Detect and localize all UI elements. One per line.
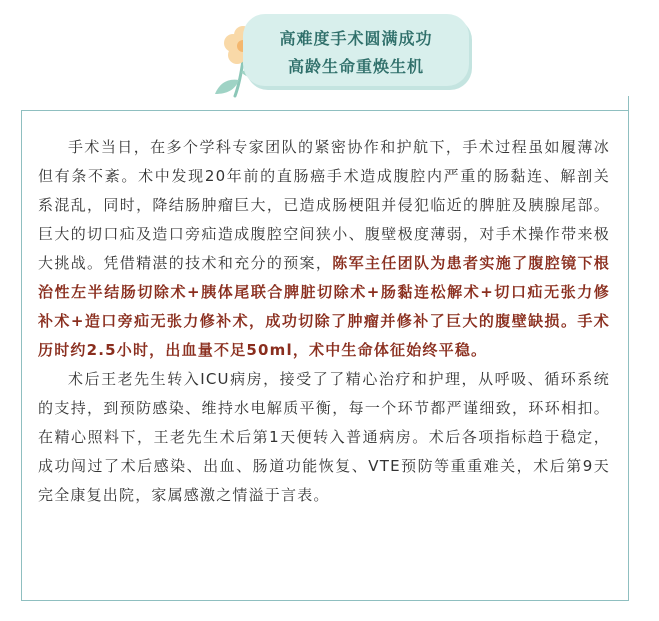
frame-right-line [628, 96, 629, 601]
title-line-2: 高龄生命重焕生机 [287, 57, 424, 76]
frame-bottom-line [21, 600, 629, 601]
paragraph-1-text: 手术当日，在多个学科专家团队的紧密协作和护航下，手术过程虽如履薄冰但有条不紊。术中发现20年前的直肠癌手术造成腹腔内严重的肠黏连、解剖关系混乱，同时，降结肠肿瘤巨大，已造成肠梗阻并侵犯临近的脾脏及胰腺尾部。巨大的切口疝及造口旁疝造成腹腔空间狭小、腹壁极度薄弱，对手术操作带来极大挑战。凭借精湛的技术和充分的预案， [38, 138, 610, 272]
paragraph-2: 术后王老先生转入ICU病房，接受了了精心治疗和护理，从呼吸、循环系统的支持，到预防感染、维持水电解质平衡，每一个环节都严谨细致，环环相扣。在精心照料下，王老先生术后第1天便转入普通病房。术后各项指标趋于稳定，成功闯过了术后感染、出血、肠道功能恢复、VTE预防等重重难关，术后第9天完全康复出院，家属感激之情溢于言表。 [38, 370, 610, 504]
frame-top-line [217, 110, 629, 111]
paragraph-1 [38, 133, 610, 365]
paragraph-1-highlight: 陈军主任团队为患者实施了腹腔镜下根治性左半结肠切除术+胰体尾联合脾脏切除术+肠黏连松解术+切口疝无张力修补术+造口旁疝无张力修补术，成功切除了肿瘤并修补了巨大的腹壁缺损。手术历时约2.5小时，出血量不足50ml，术中生命体征始终平稳。 [38, 254, 610, 359]
header-banner [205, 14, 470, 88]
frame-left-line [21, 110, 22, 601]
frame-top-left-line [21, 110, 217, 111]
title-line-1: 高难度手术圆满成功 [279, 29, 433, 48]
article-body [38, 133, 610, 510]
